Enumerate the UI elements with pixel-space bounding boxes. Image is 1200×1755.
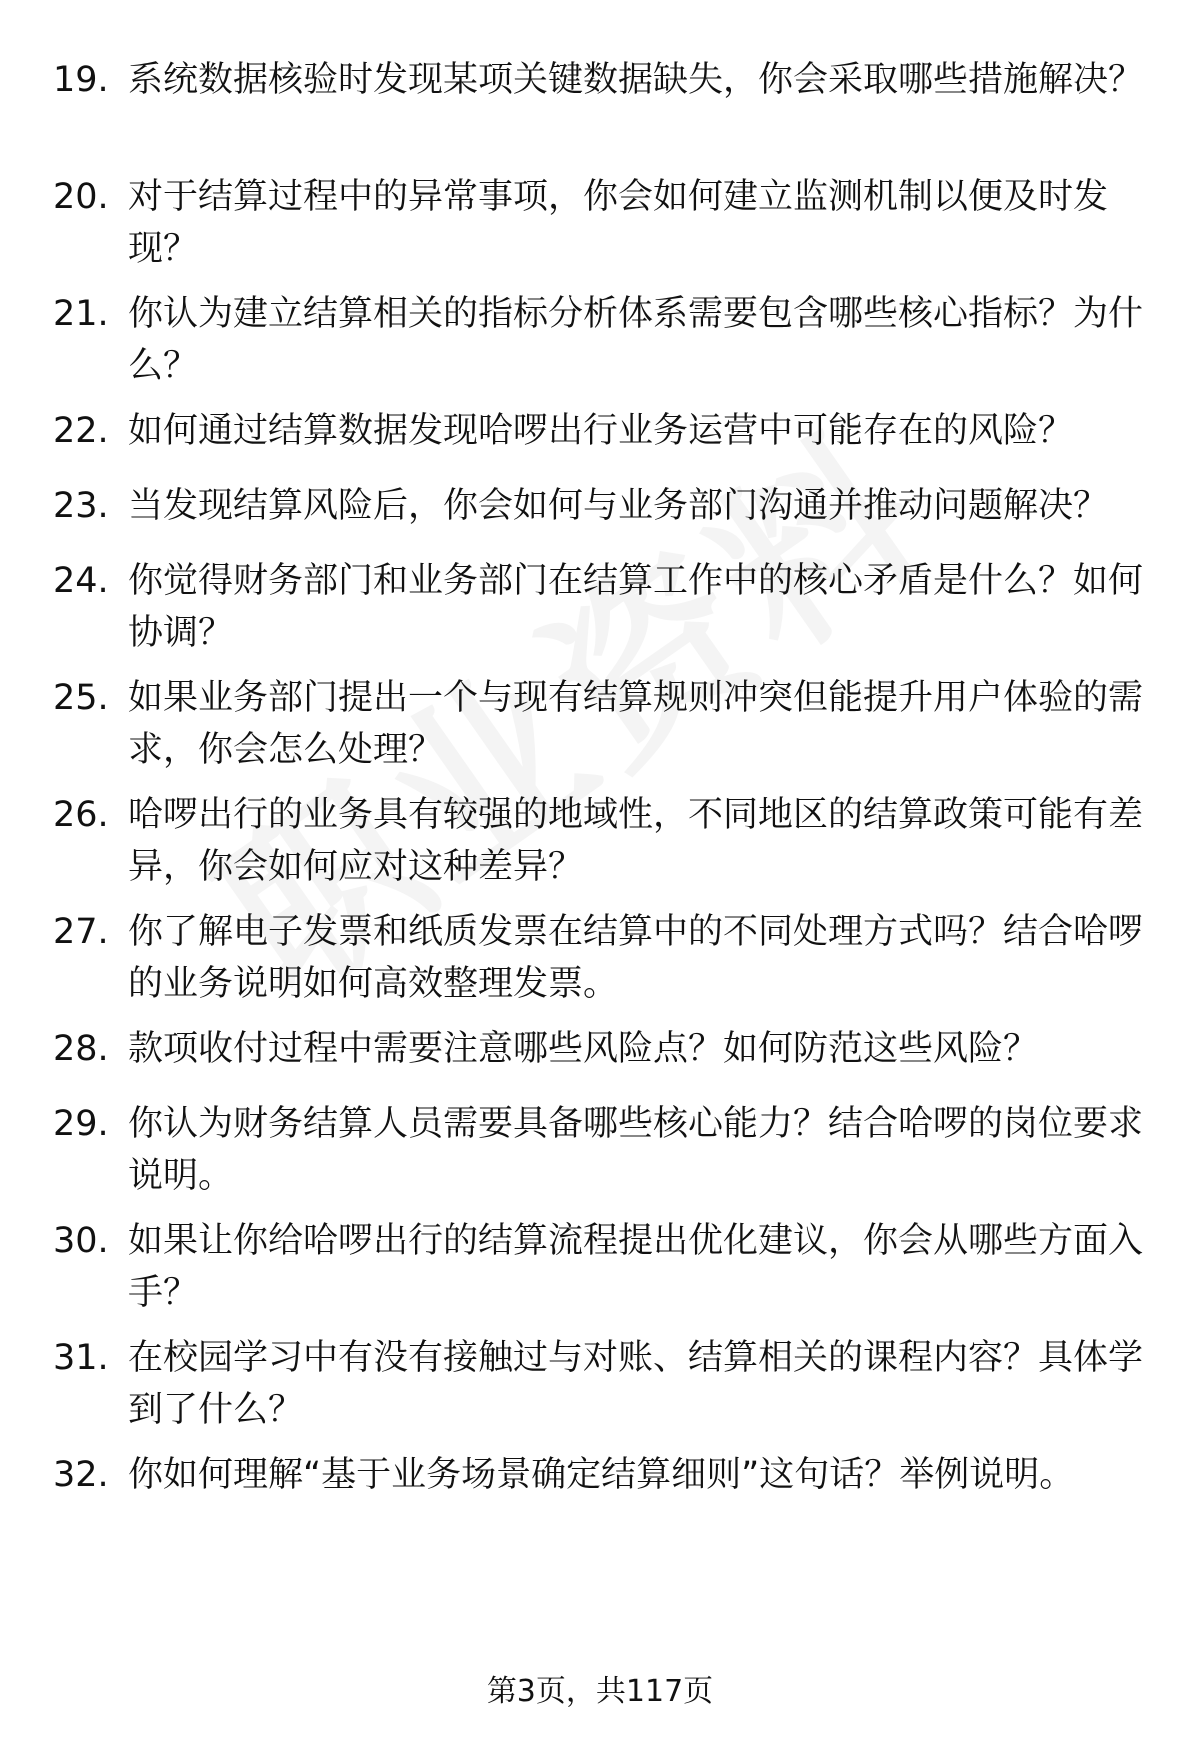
question-number: 23. (53, 486, 109, 526)
question-text: 你觉得财务部门和业务部门在结算工作中的核心矛盾是什么？如何协调？ (128, 561, 1144, 653)
question-text: 哈啰出行的业务具有较强的地域性，不同地区的结算政策可能有差异，你会如何应对这种差异？ (128, 795, 1144, 887)
question-number: 21. (53, 294, 109, 334)
question-text: 如果业务部门提出一个与现有结算规则冲突但能提升用户体验的需求，你会怎么处理？ (128, 678, 1144, 770)
question-number: 24. (53, 561, 109, 601)
page-number: 第3页，共117页 (486, 1674, 714, 1709)
question-text: 如果让你给哈啰出行的结算流程提出优化建议，你会从哪些方面入手？ (128, 1221, 1144, 1313)
question-number: 28. (53, 1029, 109, 1069)
question-text: 你如何理解“基于业务场景确定结算细则”这句话？举例说明。 (128, 1455, 1075, 1495)
question-text: 你认为建立结算相关的指标分析体系需要包含哪些核心指标？为什么？ (128, 294, 1144, 386)
question-number: 30. (53, 1221, 109, 1261)
question-text: 如何通过结算数据发现哈啰出行业务运营中可能存在的风险？ (128, 411, 1074, 451)
question-number: 29. (53, 1104, 109, 1144)
question-text: 当发现结算风险后，你会如何与业务部门沟通并推动问题解决？ (128, 486, 1109, 526)
question-text: 你认为财务结算人员需要具备哪些核心能力？结合哈啰的岗位要求说明。 (128, 1104, 1144, 1196)
question-number: 20. (53, 177, 109, 217)
question-number: 25. (53, 678, 109, 718)
question-number: 19. (53, 60, 109, 100)
question-text: 款项收付过程中需要注意哪些风险点？如何防范这些风险？ (128, 1029, 1039, 1069)
question-number: 27. (53, 912, 109, 952)
question-text: 对于结算过程中的异常事项，你会如何建立监测机制以便及时发现？ (128, 177, 1109, 269)
question-number: 26. (53, 795, 109, 835)
question-text: 你了解电子发票和纸质发票在结算中的不同处理方式吗？结合哈啰的业务说明如何高效整理发票。 (128, 912, 1144, 1004)
question-text: 系统数据核验时发现某项关键数据缺失，你会采取哪些措施解决？ (128, 60, 1144, 100)
question-number: 31. (53, 1338, 109, 1378)
question-number: 22. (53, 411, 109, 451)
question-number: 32. (53, 1455, 109, 1495)
question-text: 在校园学习中有没有接触过与对账、结算相关的课程内容？具体学到了什么？ (128, 1338, 1144, 1430)
